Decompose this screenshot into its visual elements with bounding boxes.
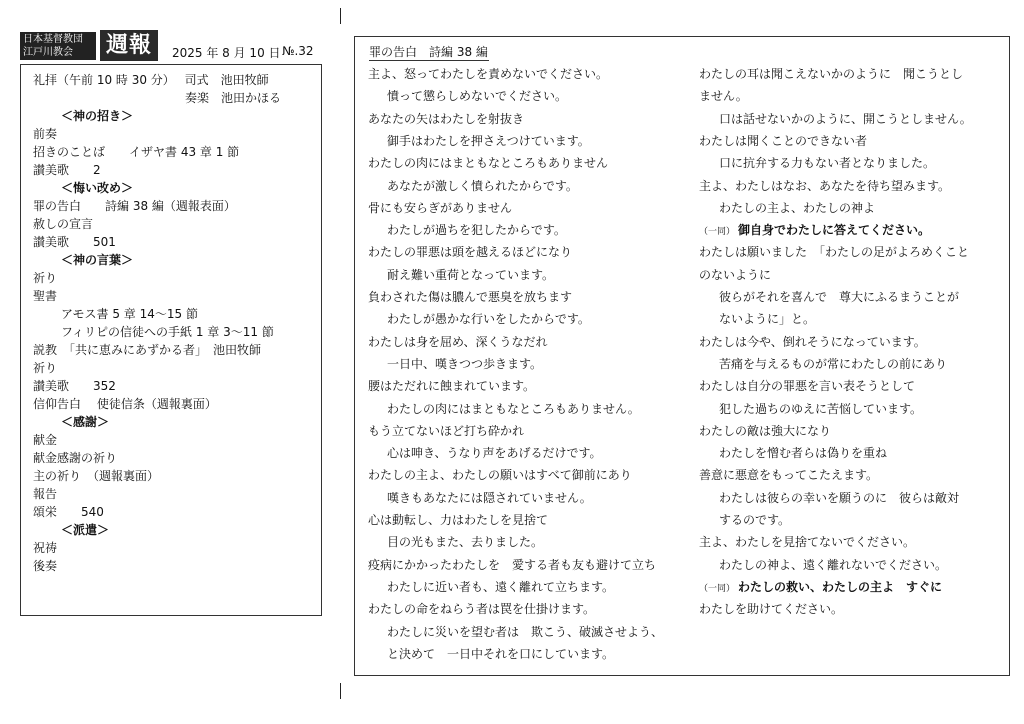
program-item: 信仰告白 使徒信条（週報裏面）: [33, 397, 217, 411]
verse-text: あなたの矢はわたしを射抜き: [368, 111, 525, 126]
psalm-page: [354, 36, 1010, 676]
verse-text: わたしの肉にはまともなところもありません。: [387, 401, 640, 416]
psalm-verse-line: [699, 600, 843, 618]
verse-text: するのです。: [719, 513, 791, 527]
verse-text: のないように: [699, 267, 772, 282]
program-item: 祈り: [33, 361, 58, 375]
verse-text: わたしは彼らの幸いを願うのに 彼らは敵対: [719, 490, 960, 505]
psalm-verse-line: [387, 266, 554, 284]
psalm-verse-line: [719, 288, 959, 306]
bulletin-date: 2025 年 8 月 10 日: [172, 46, 281, 60]
verse-text: 腰はただれに蝕まれています。: [368, 379, 536, 394]
program-section-heading: ＜派遣＞: [61, 523, 110, 537]
psalm-verse-line: [699, 221, 930, 241]
program-item: アモス書 5 章 14～15 節: [61, 307, 198, 321]
verse-text: 心は呻き、うなり声をあげるだけです。: [387, 446, 602, 461]
program-item: 聖書: [33, 289, 58, 303]
verse-text: 善意に悪意をもってこたえます。: [699, 468, 879, 483]
psalm-verse-line: [699, 578, 942, 598]
program-item: 献金感謝の祈り: [33, 451, 118, 465]
psalm-verse-line: [719, 310, 815, 328]
verse-text: わたしの命をねらう者は罠を仕掛けます。: [368, 602, 596, 617]
verse-text: わたしを助けてください。: [699, 602, 844, 617]
psalm-verse-line: [699, 422, 831, 440]
verse-text: 一日中、嘆きつつ歩きます。: [387, 356, 543, 371]
verse-text: 骨にも安らぎがありません: [368, 200, 513, 215]
program-item: 招きのことば イザヤ書 43 章 1 節: [33, 145, 240, 159]
verse-text: わたしが過ちを犯したからです。: [387, 223, 566, 238]
psalm-verse-line: [387, 87, 567, 105]
psalm-verse-line: [387, 177, 578, 195]
issue-number: №.32: [282, 44, 314, 58]
psalm-verse-line: [387, 489, 592, 507]
verse-text: ないように」と。: [719, 312, 816, 327]
verse-text: 心は動転し、力はわたしを見捨て: [368, 513, 549, 527]
psalm-verse-line: [719, 199, 875, 217]
program-item: 祝祷: [33, 541, 58, 555]
psalm-verse-line: [699, 243, 969, 261]
psalm-verse-line: [387, 400, 640, 418]
psalm-verse-line: [699, 377, 915, 395]
program-item: 礼拝（午前 10 時 30 分） 司式 池田牧師: [33, 73, 269, 87]
verse-text: 主よ、わたしを見捨てないでください。: [699, 535, 916, 550]
verse-text: ません。: [699, 89, 748, 104]
psalm-verse-line: [719, 444, 887, 462]
program-item: 奏楽 池田かほる: [185, 91, 282, 105]
psalm-verse-line: [719, 355, 947, 373]
verse-text: わたしの罪悪は頭を越えるほどになり: [368, 245, 573, 260]
psalm-verse-line: [368, 243, 572, 261]
verse-text: 耐え難い重荷となっています。: [387, 267, 555, 282]
verse-text: 口は話せないかのように、開こうとしません。: [719, 111, 972, 126]
psalm-verse-line: [368, 65, 608, 83]
psalm-verse-line: [699, 533, 915, 551]
bulletin-title: 週報: [100, 30, 158, 61]
verse-text: わたしの肉にはまともなところもありません: [368, 156, 609, 171]
program-item: 讃美歌 2: [33, 163, 101, 177]
church-name-box: [20, 32, 96, 60]
psalm-verse-line: [699, 177, 950, 195]
psalm-verse-line: [719, 154, 935, 172]
program-item: 罪の告白 詩編 38 編（週報表面）: [33, 199, 236, 213]
psalm-verse-line: [387, 444, 602, 462]
program-item: 献金: [33, 433, 58, 447]
verse-text: わたしの敵は強大になり: [699, 423, 832, 438]
psalm-verse-line: [368, 110, 524, 128]
psalm-verse-line: [699, 87, 748, 105]
program-item: 説教 「共に恵みにあずかる者」 池田牧師: [33, 343, 262, 357]
psalm-verse-line: [368, 511, 548, 529]
psalm-verse-line: [368, 600, 595, 618]
program-item: 主の祈り （週報裏面）: [33, 469, 160, 483]
title-underline: [369, 60, 489, 61]
psalm-verse-line: [699, 132, 867, 150]
psalm-verse-line: [368, 466, 632, 484]
psalm-verse-line: [368, 199, 512, 217]
verse-text: わたしを憎む者らは偽りを重ね: [719, 446, 888, 461]
psalm-verse-line: [387, 132, 590, 150]
verse-text: わたしに近い者も、遠く離れて立ちます。: [387, 579, 615, 594]
verse-text: 主よ、わたしはなお、あなたを待ち望みます。: [699, 178, 951, 193]
psalm-verse-line: [368, 288, 572, 306]
congregation-response-marker: （一同）: [699, 583, 736, 594]
verse-text: 彼らがそれを喜んで 尊大にふるまうことが: [719, 290, 960, 304]
psalm-verse-line: [387, 221, 566, 239]
verse-text: わたしの耳は聞こえないかのように 聞こうとし: [699, 67, 964, 81]
psalm-verse-line: [719, 489, 959, 507]
verse-text: わたしは自分の罪悪を言い表そうとして: [699, 379, 916, 394]
psalm-verse-line: [719, 556, 947, 574]
program-item: 報告: [33, 487, 58, 501]
psalm-verse-line: [719, 400, 922, 418]
verse-text: わたしは身を屈め、深くうなだれ: [368, 334, 548, 349]
verse-text: わたしは今や、倒れそうになっています。: [699, 334, 926, 349]
psalm-verse-line: [719, 110, 972, 128]
psalm-verse-line: [368, 422, 524, 440]
verse-text: わたしの主よ、わたしの願いはすべて御前にあり: [368, 468, 632, 483]
program-item: 頌栄 540: [33, 505, 104, 519]
verse-text: 憤って懲らしめないでください。: [387, 89, 568, 104]
verse-text: 主よ、怒ってわたしを責めないでください。: [368, 67, 609, 81]
verse-text: 犯した過ちのゆえに苦悩しています。: [719, 401, 923, 416]
psalm-verse-line: [387, 355, 542, 373]
verse-text: 嘆きもあなたには隠されていません。: [387, 490, 592, 505]
worship-program: [20, 64, 322, 616]
psalm-verse-line: [699, 333, 926, 351]
psalm-verse-line: [368, 556, 656, 574]
program-section-heading: ＜悔い改め＞: [61, 181, 134, 195]
psalm-title: 罪の告白 詩編 38 編: [369, 45, 488, 59]
congregation-response-marker: （一同）: [699, 227, 736, 238]
psalm-verse-line: [387, 533, 543, 551]
verse-text: わたしの神よ、遠く離れないでください。: [719, 557, 948, 572]
verse-text: わたしの救い、わたしの主よ すぐに: [738, 579, 943, 594]
verse-text: 口に抗弁する力もない者となりました。: [719, 156, 936, 171]
program-item: 祈り: [33, 271, 58, 285]
psalm-verse-line: [387, 645, 614, 663]
psalm-verse-line: [699, 266, 771, 284]
psalm-verse-line: [719, 511, 790, 529]
verse-text: 負わされた傷は膿んで悪臭を放ちます: [368, 290, 573, 304]
verse-text: 御手はわたしを押さえつけています。: [387, 133, 590, 148]
program-item: フィリピの信徒への手紙 1 章 3～11 節: [61, 325, 274, 339]
verse-text: あなたが激しく憤られたからです。: [387, 178, 578, 193]
psalm-verse-line: [387, 623, 663, 641]
verse-text: もう立てないほど打ち砕かれ: [368, 423, 525, 438]
psalm-verse-line: [368, 333, 548, 351]
verse-text: わたしが愚かな行いをしたからです。: [387, 312, 590, 327]
verse-text: わたしに災いを望む者は 欺こう、破滅させよう、: [387, 624, 664, 639]
verse-text: 苦痛を与えるものが常にわたしの前にあり: [719, 356, 948, 371]
psalm-verse-line: [368, 154, 608, 172]
program-section-heading: ＜神の言葉＞: [61, 253, 134, 267]
verse-text: 疫病にかかったわたしを 愛する者も友も避けて立ち: [368, 557, 657, 572]
psalm-verse-line: [368, 377, 535, 395]
psalm-verse-line: [699, 65, 963, 83]
psalm-verse-line: [387, 578, 614, 596]
program-section-heading: ＜神の招き＞: [61, 109, 134, 123]
verse-text: わたしは願いました 「わたしの足がよろめくこと: [699, 245, 970, 260]
psalm-verse-line: [699, 466, 878, 484]
program-item: 前奏: [33, 127, 58, 141]
verse-text: 目の光もまた、去りました。: [387, 535, 544, 550]
verse-text: 御自身でわたしに答えてください。: [738, 223, 931, 238]
verse-text: わたしの主よ、わたしの神よ: [719, 200, 876, 215]
verse-text: と決めて 一日中それを口にしています。: [387, 646, 615, 661]
church-name: 江戸川教会: [23, 47, 73, 58]
program-section-heading: ＜感謝＞: [61, 415, 110, 429]
program-item: 赦しの宣言: [33, 217, 94, 231]
program-item: 讃美歌 501: [33, 235, 116, 249]
program-item: 後奏: [33, 559, 58, 573]
fold-mark-bottom: [340, 683, 341, 699]
psalm-verse-line: [387, 310, 590, 328]
program-item: 讃美歌 352: [33, 379, 116, 393]
verse-text: わたしは聞くことのできない者: [699, 133, 868, 148]
fold-mark-top: [340, 8, 341, 24]
church-denomination: 日本基督教団: [23, 34, 83, 45]
